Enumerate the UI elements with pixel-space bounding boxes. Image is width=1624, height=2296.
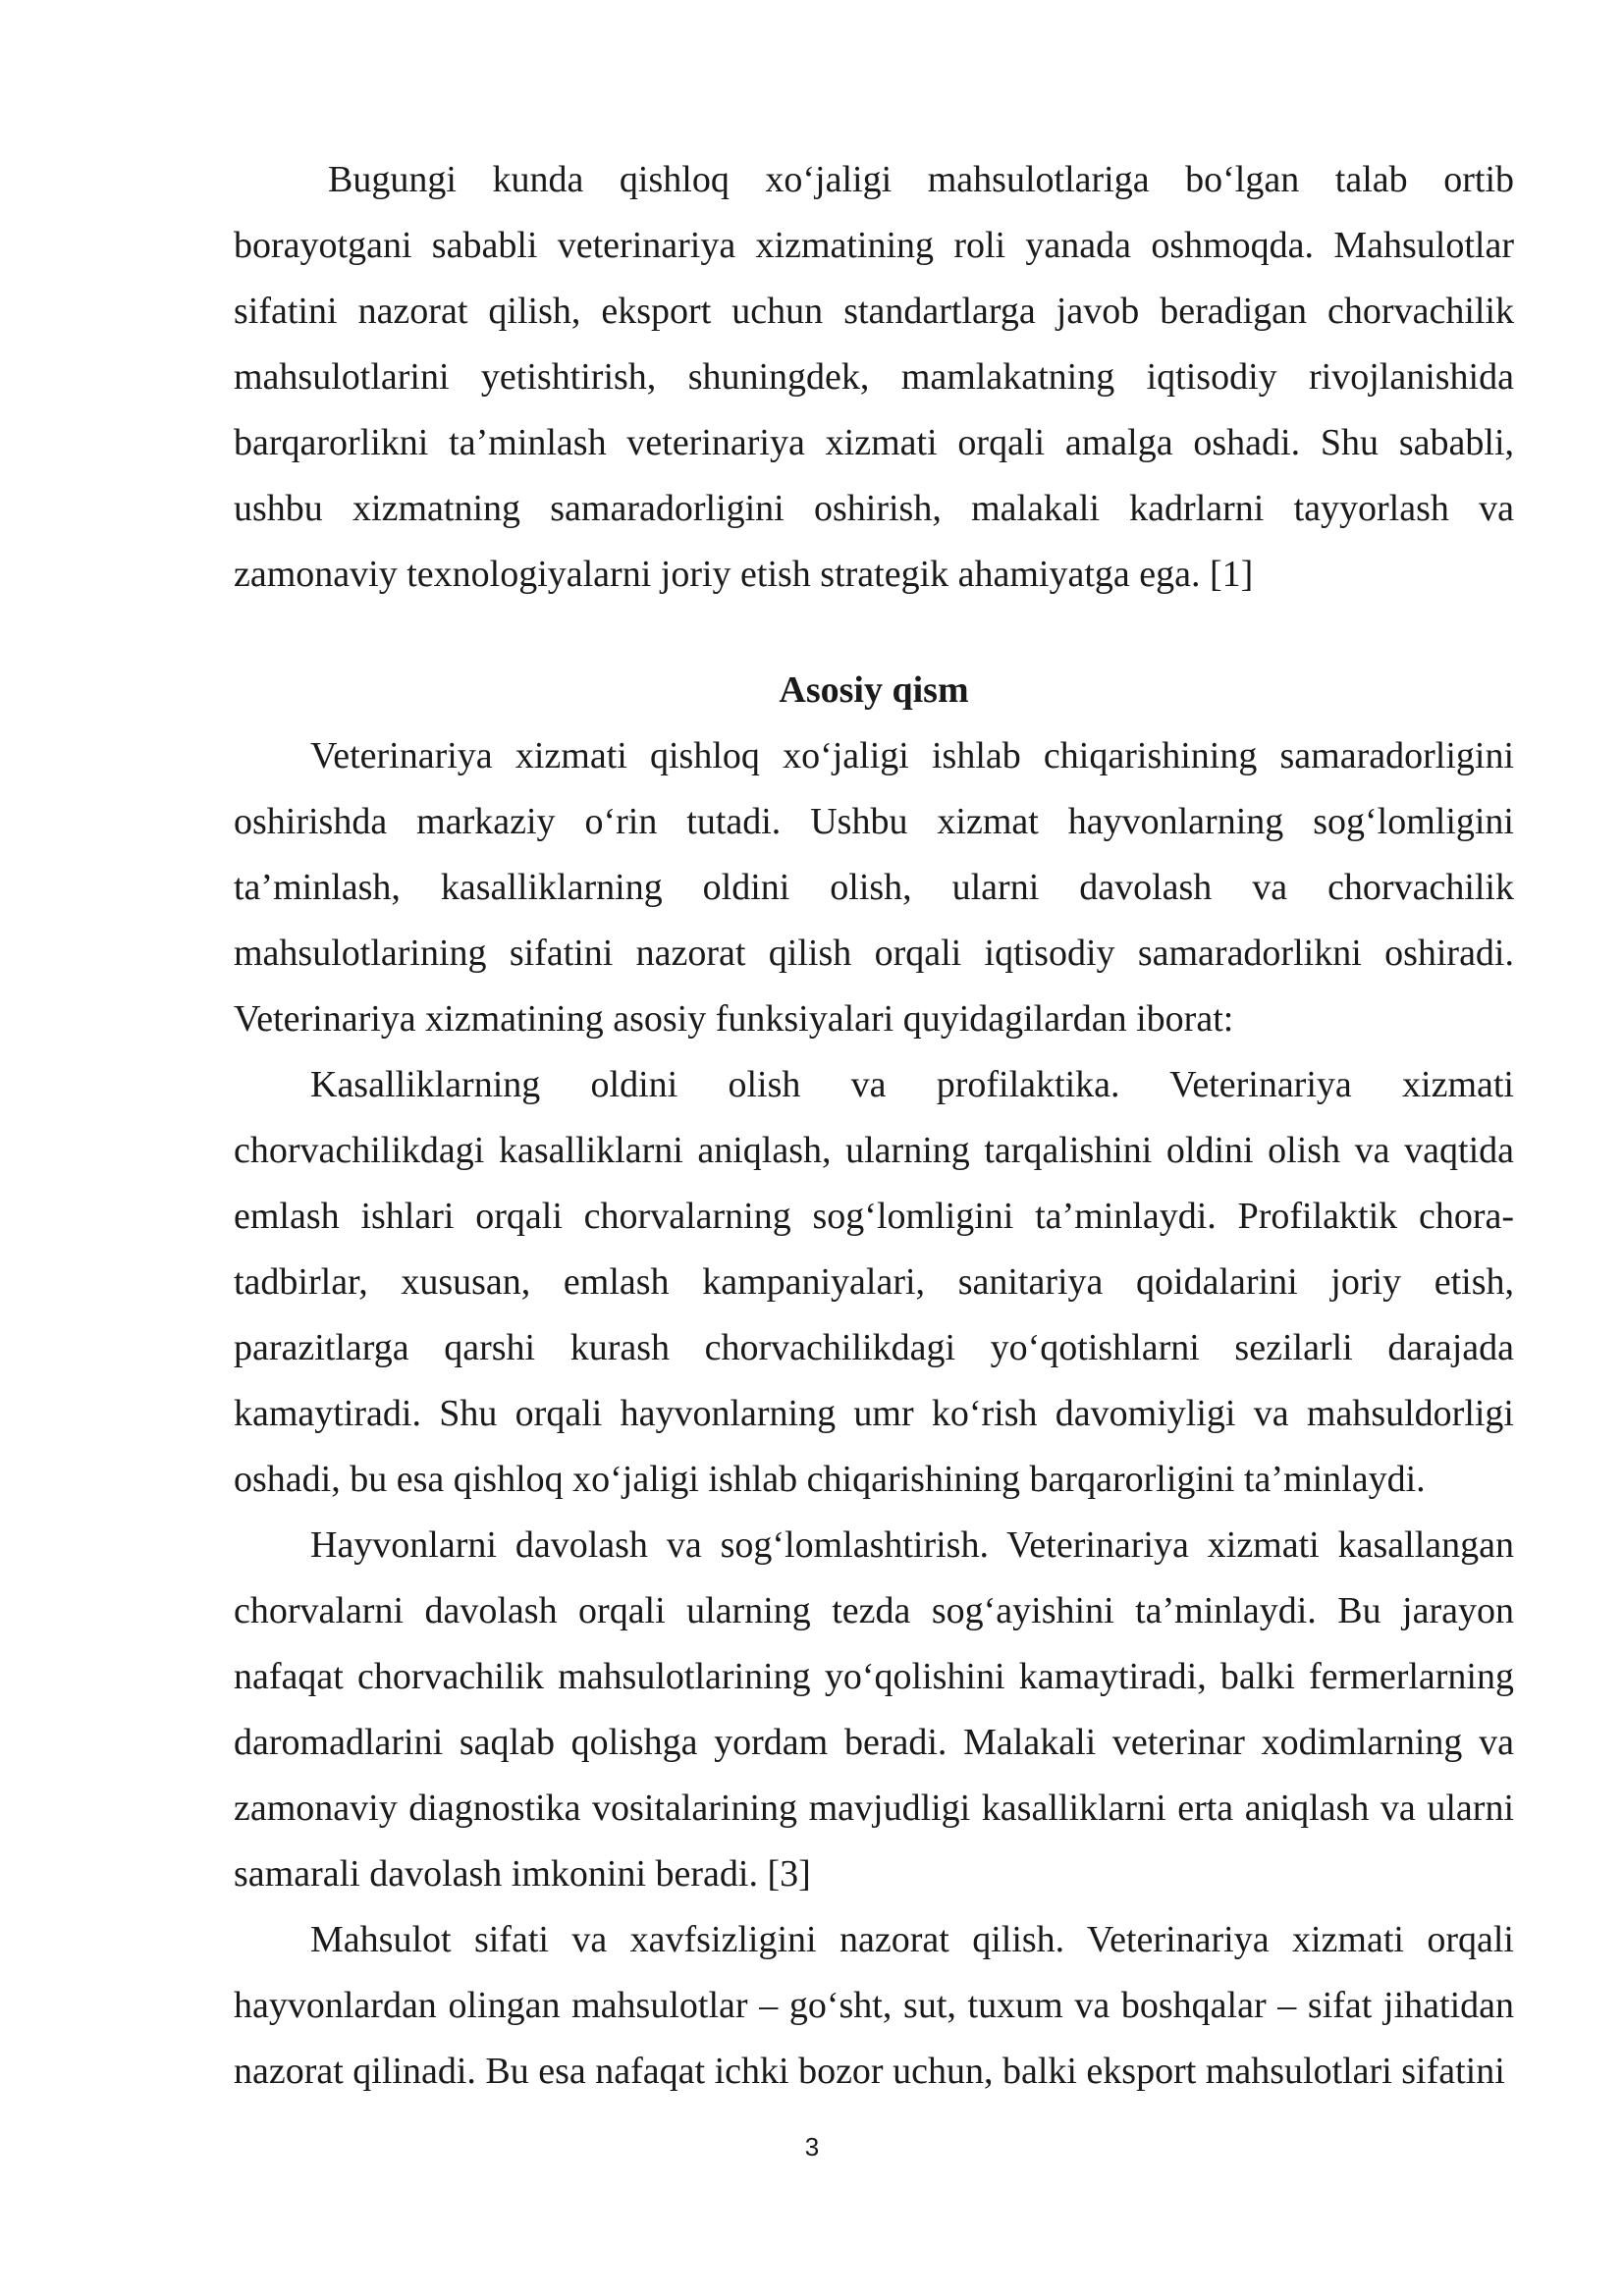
section-heading: Asosiy qism [779, 669, 969, 711]
intro-paragraph: Bugungi kunda qishloq xo‘jaligi mahsulotlariga bo‘lgan talab ortib borayotgani sababli veterinariya xizmatining roli yanada oshmoqda. Mahsulotlar sifatini nazorat qilish, eksport uchun standartlarga javob beradigan chorvachilik mahsulotlarini yetishtirish, shuningdek, mamlakatning iqtisodiy rivojlanishida barqarorlikni ta’minlash veterinariya xizmati orqali amalga oshadi. Shu sababli, ushbu xizmatning samaradorligini oshirish, malakali kadrlarni tayyorlash va zamonaviy texnologiyalarni joriy etish strategik ahamiyatga ega. [1] [234, 159, 1514, 595]
body-paragraph: Hayvonlarni davolash va sog‘lomlashtirish. Veterinariya xizmati kasallangan chorvalarni davolash orqali ularning tezda sog‘ayishini ta’minlaydi. Bu jarayon nafaqat chorvachilik mahsulotlarining yo‘qolishini kamaytiradi, balki fermerlarning daromadlarini saqlab qolishga yordam beradi. Malakali veterinar xodimlarning va zamonaviy diagnostika vositalarining mavjudligi kasalliklarni erta aniqlash va ularni samarali davolash imkonini beradi. [3] [234, 1524, 1514, 1895]
page-number: 3 [804, 2132, 820, 2162]
body-paragraph: Veterinariya xizmati qishloq xo‘jaligi ishlab chiqarishining samaradorligini oshirishda markaziy o‘rin tutadi. Ushbu xizmat hayvonlarning sog‘lomligini ta’minlash, kasalliklarning oldini olish, ularni davolash va chorvachilik mahsulotlarining sifatini nazorat qilish orqali iqtisodiy samaradorlikni oshiradi. Veterinariya xizmatining asosiy funksiyalari quyidagilardan iborat: [234, 735, 1514, 1040]
body-paragraph: Kasalliklarning oldini olish va profilaktika. Veterinariya xizmati chorvachilikdagi kasalliklarni aniqlash, ularning tarqalishini oldini olish va vaqtida emlash ishlari orqali chorvalarning sog‘lomligini ta’minlaydi. Profilaktik chora-tadbirlar, xususan, emlash kampaniyalari, sanitariya qoidalarini joriy etish, parazitlarga qarshi kurash chorvachilikdagi yo‘qotishlarni sezilarli darajada kamaytiradi. Shu orqali hayvonlarning umr ko‘rish davomiyligi va mahsuldorligi oshadi, bu esa qishloq xo‘jaligi ishlab chiqarishining barqarorligini ta’minlaydi. [234, 1064, 1514, 1500]
page-body [234, 147, 1514, 2105]
body-paragraph: Mahsulot sifati va xavfsizligini nazorat qilish. Veterinariya xizmati orqali hayvonlardan olingan mahsulotlar – go‘sht, sut, tuxum va boshqalar – sifat jihatidan nazorat qilinadi. Bu esa nafaqat ichki bozor uchun, balki eksport mahsulotlari sifatini [234, 1919, 1514, 2092]
